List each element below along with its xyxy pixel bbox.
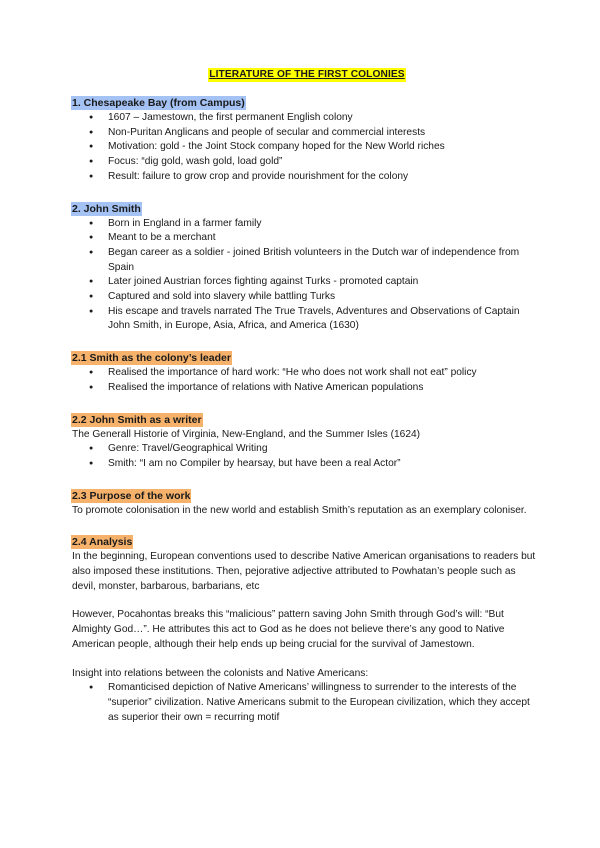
section-john-smith xyxy=(72,199,542,335)
section-colony-leader xyxy=(72,348,542,395)
section-heading: 2.2 John Smith as a writer xyxy=(72,413,202,426)
bullet-list xyxy=(72,366,542,395)
section-paragraph: In the beginning, European conventions used to describe Native American organisations to readers but also imposed these institutions. Then, pejorative adjective attributed to Powhatan’s people such as devil, monster, barbarous, barbarians, etc xyxy=(72,551,536,592)
bullet-list xyxy=(72,217,542,335)
section-paragraph: Insight into relations between the colonists and Native Americans: xyxy=(72,667,369,679)
section-heading: 2. John Smith xyxy=(72,202,141,215)
list-item: ● Realised the importance of relations with Native American populations xyxy=(72,381,542,396)
document-title: LITERATURE OF THE FIRST COLONIES xyxy=(209,69,405,80)
section-smith-writer xyxy=(72,410,542,472)
section-heading: 2.1 Smith as the colony’s leader xyxy=(72,352,231,365)
section-analysis xyxy=(72,532,542,725)
bullet-list xyxy=(72,111,542,185)
section-purpose xyxy=(72,486,542,519)
list-item: ● Focus: “dig gold, wash gold, load gold” xyxy=(72,155,542,170)
section-heading: 2.4 Analysis xyxy=(72,536,133,549)
list-item: ● Meant to be a merchant xyxy=(72,231,542,246)
list-item: ● 1607 – Jamestown, the first permanent English colony xyxy=(72,111,542,126)
section-chesapeake-bay xyxy=(72,93,542,185)
list-item: ● Non-Puritan Anglicans and people of secular and commercial interests xyxy=(72,126,542,141)
list-item: ● Began career as a soldier - joined British volunteers in the Dutch war of independence from Spain xyxy=(72,246,542,275)
list-item: ● Motivation: gold - the Joint Stock company hoped for the New World riches xyxy=(72,140,542,155)
section-paragraph: To promote colonisation in the new world and establish Smith’s reputation as an exemplary coloniser. xyxy=(72,504,527,516)
list-item: ● Realised the importance of hard work: “He who does not work shall not eat” policy xyxy=(72,366,542,381)
section-heading: 1. Chesapeake Bay (from Campus) xyxy=(72,97,245,109)
section-heading: 2.3 Purpose of the work xyxy=(72,489,191,502)
section-intro: The Generall Historie of Virginia, New-England, and the Summer Isles (1624) xyxy=(72,428,421,440)
list-item: ● Smith: “I am no Compiler by hearsay, but have been a real Actor” xyxy=(72,457,542,472)
bullet-list xyxy=(72,442,542,471)
list-item: ● Result: failure to grow crop and provide nourishment for the colony xyxy=(72,170,542,185)
list-item: ● Captured and sold into slavery while battling Turks xyxy=(72,290,542,305)
list-item: ● Romanticised depiction of Native Americans’ willingness to surrender to the interests of the “superior” civilization. Native Americans submit to the European civilization, which they accept as superior their own = recurring motif xyxy=(72,681,542,725)
bullet-list xyxy=(72,681,542,725)
list-item: ● Born in England in a farmer family xyxy=(72,217,542,232)
title-wrap xyxy=(72,66,542,80)
document-page xyxy=(72,66,542,739)
section-paragraph: However, Pocahontas breaks this “malicious” pattern saving John Smith through God’s will: “But Almighty God…”. He attributes this act to God as he does not believe there’s any good to Native American people, although their help ends up being crucial for the survival of Jamestown. xyxy=(72,609,505,650)
list-item: ● Later joined Austrian forces fighting against Turks - promoted captain xyxy=(72,275,542,290)
list-item: ● Genre: Travel/Geographical Writing xyxy=(72,442,542,457)
list-item: ● His escape and travels narrated The True Travels, Adventures and Observations of Captain John Smith, in Europe, Asia, Africa, and America (1630) xyxy=(72,305,542,334)
